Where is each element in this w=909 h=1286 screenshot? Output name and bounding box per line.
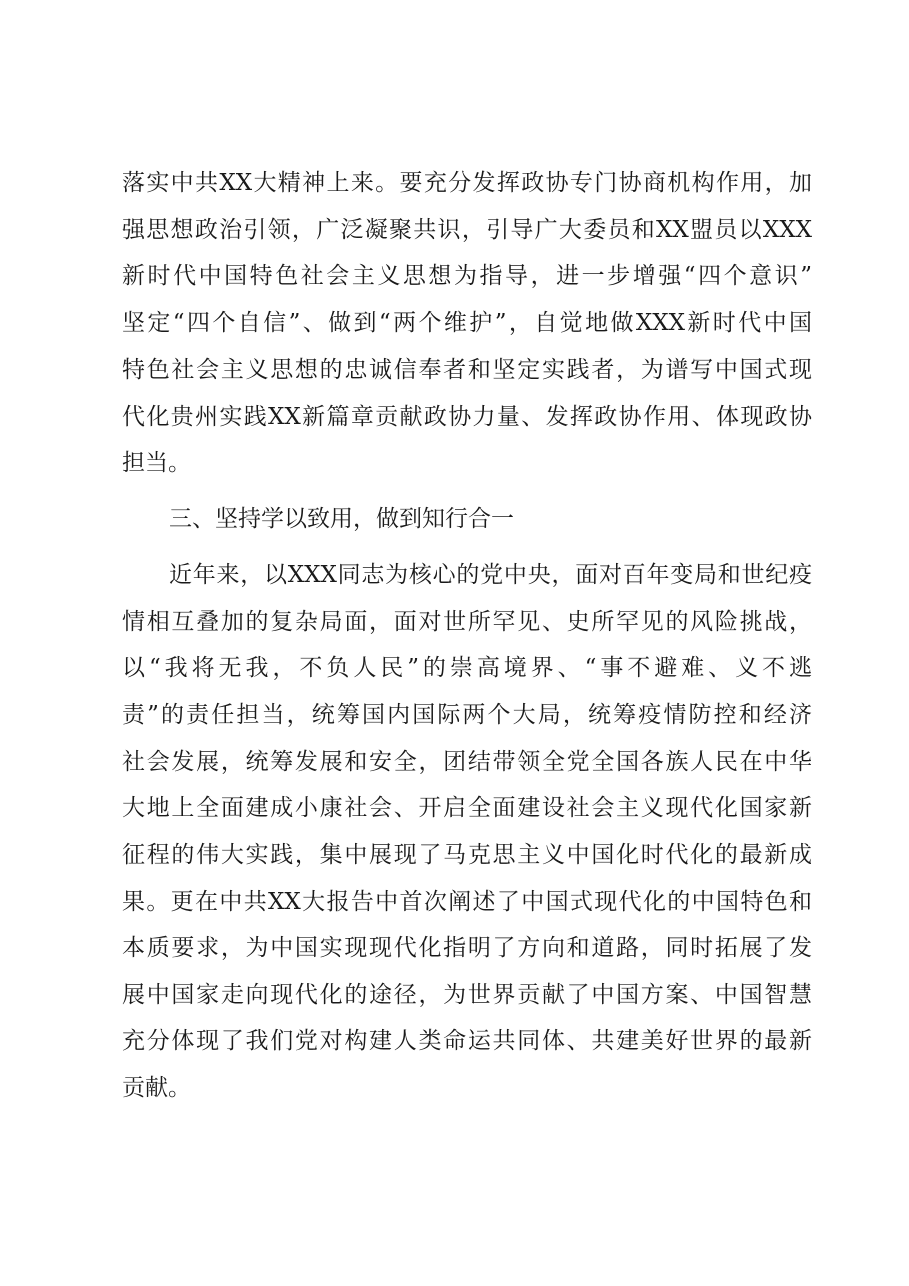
text-line: 落实中共XX大精神上来。要充分发挥政协专门协商机构作用，加 <box>122 170 812 196</box>
text-line: 大地上全面建成小康社会、开启全面建设社会主义现代化国家新 <box>122 795 812 821</box>
section-heading: 三、坚持学以致用，做到知行合一 <box>169 506 514 532</box>
text-line: 特色社会主义思想的忠诚信奉者和坚定实践者，为谱写中国式现 <box>122 357 812 383</box>
text-line: 果。更在中共XX大报告中首次阐述了中国式现代化的中国特色和 <box>122 889 812 915</box>
text-line: 贡献。 <box>122 1075 191 1101</box>
text-line: 本质要求，为中国实现现代化指明了方向和道路，同时拓展了发 <box>122 935 812 961</box>
text-line: 情相互叠加的复杂局面，面对世所罕见、史所罕见的风险挑战， <box>122 609 812 635</box>
text-line: 坚定“四个自信”、做到“两个维护”，自觉地做XXX新时代中国 <box>122 310 812 336</box>
text-line: 代化贵州实践XX新篇章贡献政协力量、发挥政协作用、体现政协 <box>122 404 812 430</box>
text-line: 充分体现了我们党对构建人类命运共同体、共建美好世界的最新 <box>122 1028 812 1054</box>
text-line: 强思想政治引领，广泛凝聚共识，引导广大委员和XX盟员以XXX <box>122 217 812 243</box>
text-line: 征程的伟大实践，集中展现了马克思主义中国化时代化的最新成 <box>122 842 812 868</box>
text-line: 展中国家走向现代化的途径，为世界贡献了中国方案、中国智慧 <box>122 982 812 1008</box>
text-line: 以“我将无我，不负人民”的崇高境界、“事不避难、义不逃 <box>122 655 812 681</box>
text-line: 担当。 <box>122 450 191 476</box>
text-line: 近年来，以XXX同志为核心的党中央，面对百年变局和世纪疫 <box>169 562 812 588</box>
text-line: 社会发展，统筹发展和安全，团结带领全党全国各族人民在中华 <box>122 749 812 775</box>
text-line: 责”的责任担当，统筹国内国际两个大局，统筹疫情防控和经济 <box>122 702 812 728</box>
text-line: 新时代中国特色社会主义思想为指导，进一步增强“四个意识” <box>122 263 812 289</box>
